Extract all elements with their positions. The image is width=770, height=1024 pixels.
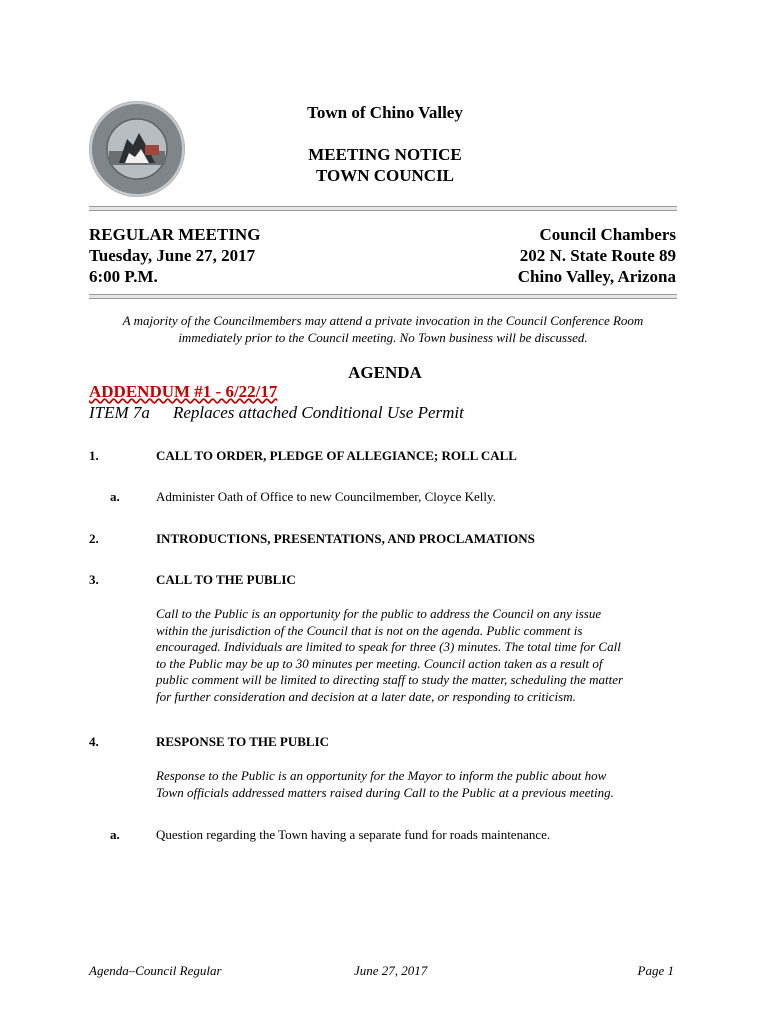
agenda-item-number: 3. bbox=[89, 572, 99, 587]
meeting-notice-heading: MEETING NOTICE bbox=[308, 145, 462, 164]
paragraph-line: Response to the Public is an opportunity for the Mayor to inform the public about how bbox=[156, 768, 607, 783]
invocation-line: immediately prior to the Council meeting. No Town business will be discussed. bbox=[178, 330, 588, 345]
footer-document-name: Agenda–Council Regular bbox=[89, 963, 222, 978]
meeting-address: 202 N. State Route 89 bbox=[519, 246, 676, 265]
item-7a-note bbox=[89, 403, 464, 423]
footer-date: June 27, 2017 bbox=[354, 963, 428, 978]
paragraph-line: to the Public may be up to 30 minutes per meeting. Council action taken as a result of bbox=[156, 655, 603, 671]
agenda-subitem-text: Administer Oath of Office to new Councilmember, Cloyce Kelly. bbox=[156, 489, 496, 504]
item-7a-text: Replaces attached Conditional Use Permit bbox=[173, 403, 464, 422]
paragraph-line: encouraged. Individuals are limited to speak for three (3) minutes. The total time for Call bbox=[156, 639, 621, 655]
item-7a-label: ITEM 7a bbox=[89, 403, 150, 422]
paragraph-line: for further consideration and decision at a later date, or responding to criticism. bbox=[156, 688, 576, 704]
call-to-public-description bbox=[156, 606, 671, 706]
agenda-subitem-letter: a. bbox=[110, 827, 120, 842]
meeting-venue: Council Chambers bbox=[539, 225, 676, 244]
agenda-item-number: 1. bbox=[89, 448, 99, 463]
agenda-item-heading: INTRODUCTIONS, PRESENTATIONS, AND PROCLAMATIONS bbox=[156, 531, 535, 546]
agenda-item-heading: CALL TO ORDER, PLEDGE OF ALLEGIANCE; ROLL CALL bbox=[156, 448, 517, 463]
invocation-notice bbox=[89, 312, 677, 346]
addendum-label: ADDENDUM #1 - 6/22/17 bbox=[89, 382, 278, 401]
paragraph-line: within the jurisdiction of the Council that is not on the agenda. Public comment is bbox=[156, 622, 583, 638]
meeting-location bbox=[518, 224, 676, 287]
paragraph-line: Call to the Public is an opportunity for the public to address the Council on any issue bbox=[156, 606, 602, 621]
meeting-city: Chino Valley, Arizona bbox=[517, 267, 676, 286]
meeting-time: 6:00 P.M. bbox=[89, 267, 158, 286]
agenda-item-heading: RESPONSE TO THE PUBLIC bbox=[156, 734, 330, 749]
agenda-subitem-letter: a. bbox=[110, 489, 120, 504]
meeting-details bbox=[89, 224, 260, 287]
agenda-item-number: 2. bbox=[89, 531, 99, 546]
agenda-item-heading: CALL TO THE PUBLIC bbox=[156, 572, 296, 587]
town-name-heading: Town of Chino Valley bbox=[307, 103, 463, 122]
paragraph-line: Town officials addressed matters raised during Call to the Public at a previous meeting. bbox=[156, 784, 614, 800]
paragraph-line: public comment will be limited to directing staff to study the matter, scheduling the matter bbox=[156, 672, 624, 688]
invocation-line: A majority of the Councilmembers may attend a private invocation in the Council Conference Room bbox=[122, 313, 644, 328]
agenda-item-number: 4. bbox=[89, 734, 99, 749]
divider-top bbox=[89, 206, 677, 211]
response-to-public-description bbox=[156, 768, 671, 801]
meeting-type: REGULAR MEETING bbox=[89, 225, 261, 244]
footer-page-number: Page 1 bbox=[637, 963, 674, 978]
meeting-date: Tuesday, June 27, 2017 bbox=[89, 246, 256, 265]
agenda-subitem-text: Question regarding the Town having a separate fund for roads maintenance. bbox=[156, 827, 551, 842]
town-council-heading: TOWN COUNCIL bbox=[315, 166, 455, 185]
divider-bottom bbox=[89, 294, 677, 299]
agenda-title: AGENDA bbox=[348, 363, 422, 382]
